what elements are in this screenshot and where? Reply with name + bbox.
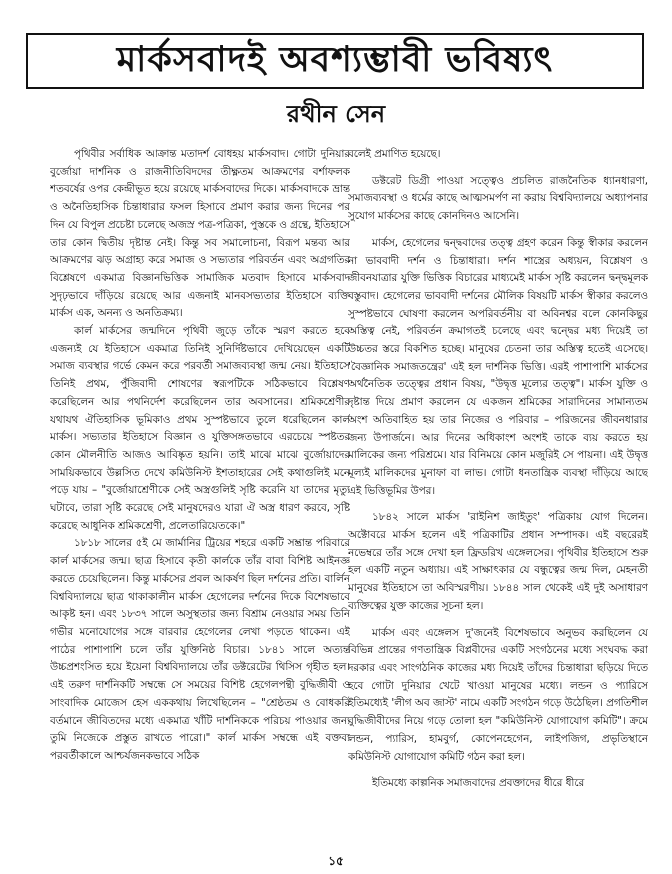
- paragraph: বলেই প্রমাণিত হয়েছে।: [348, 148, 441, 160]
- author-name: রথীন সেন: [286, 100, 386, 128]
- paragraph: মার্কস এবং এঙ্গেলস দু'জনেই বিশেষভাবে অনুভব করছিলেন যে বিভিন্ন প্রান্তের গণতান্ত্রিক বিপ্লবীদের একটি সংগঠনের মধ্যে সংঘবদ্ধ করা দরকার এবং সাংগঠনিক কাজের মধ্য দিয়েই তাঁদের চিন্তাধারা ছড়িয়ে দিতে হবে গোটা দুনিয়ার খেটে খাওয়া মানুষের মধ্যে। লন্ডন ও প্যারিসে ইতিমধ্যেই 'লীগ অব জাস্ট' নামে একটি সংগঠন গড়ে উঠেছিল। প্রগতিশীল বুদ্ধিজীবীদের নিয়ে গড়ে তোলা হল "কমিউনিস্ট যোগাযোগ কমিটি"। ক্রমে লন্ডন, প্যারিস, হামবুর্গ, কোপেনহেগেন, লাইপজিগ, প্রভৃতিস্থানে কমিউনিস্ট যোগাযোগ কমিটি গঠন করা হল।: [348, 626, 648, 763]
- paragraph: ডক্টরেট ডিগ্রী পাওয়া সত্ত্বেও প্রচলিত রাজনৈতিক ধ্যানধারণা, সমাজব্যবস্থা ও ধর্মের কাছে আত্মসমর্পণ না করায় বিশ্ববিদ্যালয়ে অধ্যাপনার সুযোগ মার্কসের কাছে কোনদিনও আসেনি।: [348, 174, 648, 223]
- paragraph: ইতিমধ্যে কাল্পনিক সমাজবাদের প্রবক্তাদের ধীরে ধীরে: [372, 777, 585, 790]
- left-column: [50, 146, 350, 846]
- paragraph: পৃথিবীর সর্বাধিক আক্রান্ত মতাদর্শ বোধহয় মার্কসবাদ। গোটা দুনিয়ার বুর্জোয়া দার্শনিক ও রাজনীতিবিদদের তীক্ষ্ণতম আক্রমণের বর্শাফলক শতবর্ষের ওপর কেন্দ্রীভূত হয়ে রয়েছে মার্কসবাদের দিকে। মার্কসবাদকে ভ্রান্ত ও অনৈতিহাসিক চিন্তাধারার ফসল হিসাবে প্রমাণ করার জন্য দিনের পর দিন যে বিপুল প্রচেষ্টা চলেছে অজস্র পত্র-পত্রিকা, পুস্তকে ও গ্রন্থে, ইতিহাসে তার কোন দ্বিতীয় দৃষ্টান্ত নেই। কিন্তু সব সমালোচনা, বিরূপ মন্তব্য আর আক্রমণের ঝড় অগ্রাহ্য করে সমাজ ও সভ্যতার পরিবর্তন এবং অগ্রগতির বিশ্লেষণে একমাত্র বিজ্ঞানভিত্তিক সামাজিক মতবাদ হিসাবে মার্কসবাদ সুদৃঢ়ভাবে দাঁড়িয়ে রয়েছে আর এজনাই মানবসভ্যতার ইতিহাসে ব্যক্তি মার্কস এক, অনন্য ও অনতিক্রম্য।: [50, 148, 350, 320]
- right-column: [348, 146, 648, 846]
- page-number: ১৫: [328, 854, 344, 868]
- title-box: [26, 33, 644, 89]
- paragraph: কার্ল মার্কসের জন্মদিনে পৃথিবী জুড়ে তাঁকে স্মরণ করতে হবে এজন্যই যে ইতিহাসে একমাত্র তিনিই সুনির্দিষ্টভাবে দেখিয়েছেন একটি সমাজ ব্যবস্থার গর্ভে কেমন করে পরবর্তী সমাজব্যবস্থা জন্ম নেয়। ইতিহাসে তিনিই প্রথম, পুঁজিবাদী শোষণের স্বরূপটিকে সঠিকভাবে বিশ্লেষণ করেছিলেন আর পথনির্দেশ করেছিলেন তার অবসানের। শ্রমিকশ্রেণীর যথাযথ ঐতিহাসিক ভূমিকাও প্রথম সুস্পষ্টভাবে তুলে ধরেছিলেন কার্ল মার্কস। সভ্যতার ইতিহাসে বিজ্ঞান ও যুক্তিসঙ্গতভাবে এরচেয়ে স্পষ্টতর কোন মৌলনীতি আজও আবিষ্কৃত হয়নি। তাই মাঝে মাঝে বুর্জোয়াদের সাময়িকভাবে উল্লসিত দেখে কমিউনিস্ট ইশতাহারের সেই কথাগুলিই মনে পড়ে যায় – "বুর্জোয়াশ্রেণীকে সেই অস্ত্রগুলিই সৃষ্টি করেনি যা তাদের মৃত্যু ঘটাবে, তারা সৃষ্টি করেছে সেই মানুষদেরও যারা ঐ অস্ত্র ধারণ করবে, সৃষ্টি করেছে আধুনিক শ্রমিকশ্রেণী, প্রলেতারিয়েতকে।": [50, 325, 350, 532]
- paragraph: মার্কস, হেগেলের দ্বন্দ্ববাদের তত্ত্ব গ্রহণ করেন কিন্তু স্বীকার করলেন না ভাববাদী দর্শন ও চিন্তাধারা। দর্শন শাস্ত্রের অধ্যয়ন, বিশ্লেষণ ও জীবনযাত্রার যুক্তি ভিত্তিক বিচারের মাধ্যমেই মার্কস সৃষ্টি করলেন দ্বন্দ্বমূলক বস্তুবাদ। হেগেলের ভাববাদী দর্শনের মৌলিক বিষয়টি মার্কস স্বীকার করলেও সুস্পষ্টভাবে ঘোষণা করলেন অপরিবর্তনীয় বা অবিনশ্বর বলে কোনকিছুর অস্তিত্ব নেই, পরিবর্তন ক্রমাগতই চলেছে এবং দ্বন্দ্বের মধ্য দিয়েই তা উচ্চতর স্তরে বিকশিত হচ্ছে। মানুষের চেতনা তার অস্তিত্ব হতেই এসেছে। 'বৈজ্ঞানিক সমাজতন্ত্রের' এই হল দার্শনিক ভিত্তি। এরই পাশাপাশি মার্কসের অর্থনৈতিক তত্ত্বের প্রধান বিষয়, "উদ্বৃত্ত মূল্যের তত্ত্ব"। মার্কস যুক্তি ও দৃষ্টান্ত দিয়ে প্রমাণ করলেন যে একজন শ্রমিকের সারাদিনের সামান্যতম অংশ অতিবাহিত হয় তার নিজের ও পরিবার – পরিজনের জীবনধারার জন্য উপার্জনে। আর দিনের অধিকাংশ অংশই তাকে ব্যয় করতে হয় মালিকের জন্য পরিশ্রমে। যার বিনিময়ে কোন মজুরিই সে পায়না। এই উদ্বৃত্ত মূল্যই মালিকদের মুনাফা বা লাভ। গোটা ধনতান্ত্রিক ব্যবস্থা দাঁড়িয়ে আছে এই ভিত্তিভূমির উপর।: [348, 236, 648, 497]
- page-title: মার্কসবাদই অবশ্যম্ভাবী ভবিষ্যৎ: [116, 39, 554, 80]
- paragraph: ১৮৪২ সালে মার্কস 'রাইনিশ জাইতুং' পত্রিকায় যোগ দিলেন। অক্টোবরে মার্কস হলেন এই পত্রিকাটির প্রধান সম্পাদক। এই বছরেরই নভেম্বরে তাঁর সঙ্গে দেখা হল ফ্রিডরিখ এঙ্গেলসের। পৃথিবীর ইতিহাসে শুরু হল একটি নতুন অধ্যায়। এই সাক্ষাৎকার যে বন্ধুত্বের জন্ম দিল, মেহনতী মানুষের ইতিহাসে তা অবিস্মরণীয়। ১৮৪৪ সাল থেকেই এই দুই অসাধারণ ব্যক্তিত্বের যুক্ত কাজের সূচনা হল।: [348, 511, 648, 612]
- paragraph: ১৮১৮ সালের ৫ই মে জার্মানির ট্রিয়ের শহরে একটি সম্ভ্রান্ত পরিবারে কার্ল মার্কসের জন্ম। ছাত্র হিসাবে কৃতী কার্লকে তাঁর বাবা বিশিষ্ট আইনজ্ঞ করতে চেয়েছিলেন। কিন্তু মার্কসের প্রবল আকর্ষণ ছিল দর্শনের প্রতি। বার্লিন বিশ্ববিদ্যালয়ে ছাত্র থাকাকালীন মার্কস হেগেলের দর্শনের দিকে বিশেষভাবে আকৃষ্ট হন। এবং ১৮৩৭ সালে অসুস্থতার জন্য বিশ্রাম নেওয়ার সময় তিনি গভীর মনোযোগের সঙ্গে বারবার হেগেলের লেখা পড়তে থাকেন। এই পাঠের পাশাপাশি চলে তাঁর যুক্তিনিষ্ঠ বিচার। ১৮৪১ সালে অত্যন্ত উচ্চপ্রশংসিত হয়ে ইয়েনা বিশ্ববিদ্যালয়ে তাঁর ডক্টরেটের থিসিস গৃহীত হল। এই তরুণ দার্শনিকটি সম্বন্ধে সে সময়ের বিশিষ্ট হেগেলপন্থী বুদ্ধিজীবী ও সাংবাদিক মোজেস হেস এককথায় লিখেছিলেন – "শ্রেষ্ঠতম ও বোধকরি বর্তমানে জীবিতদের মধ্যে একমাত্র খাঁটি দার্শনিককে পরিচয় পাওয়ার জন্য তুমি নিজেকে প্রস্তুত রাখতে পারো।" কার্ল মার্কস সম্বন্ধে এই বক্তব্য পরবর্তীকালে আশ্চর্যজনকভাবে সঠিক: [50, 537, 350, 762]
